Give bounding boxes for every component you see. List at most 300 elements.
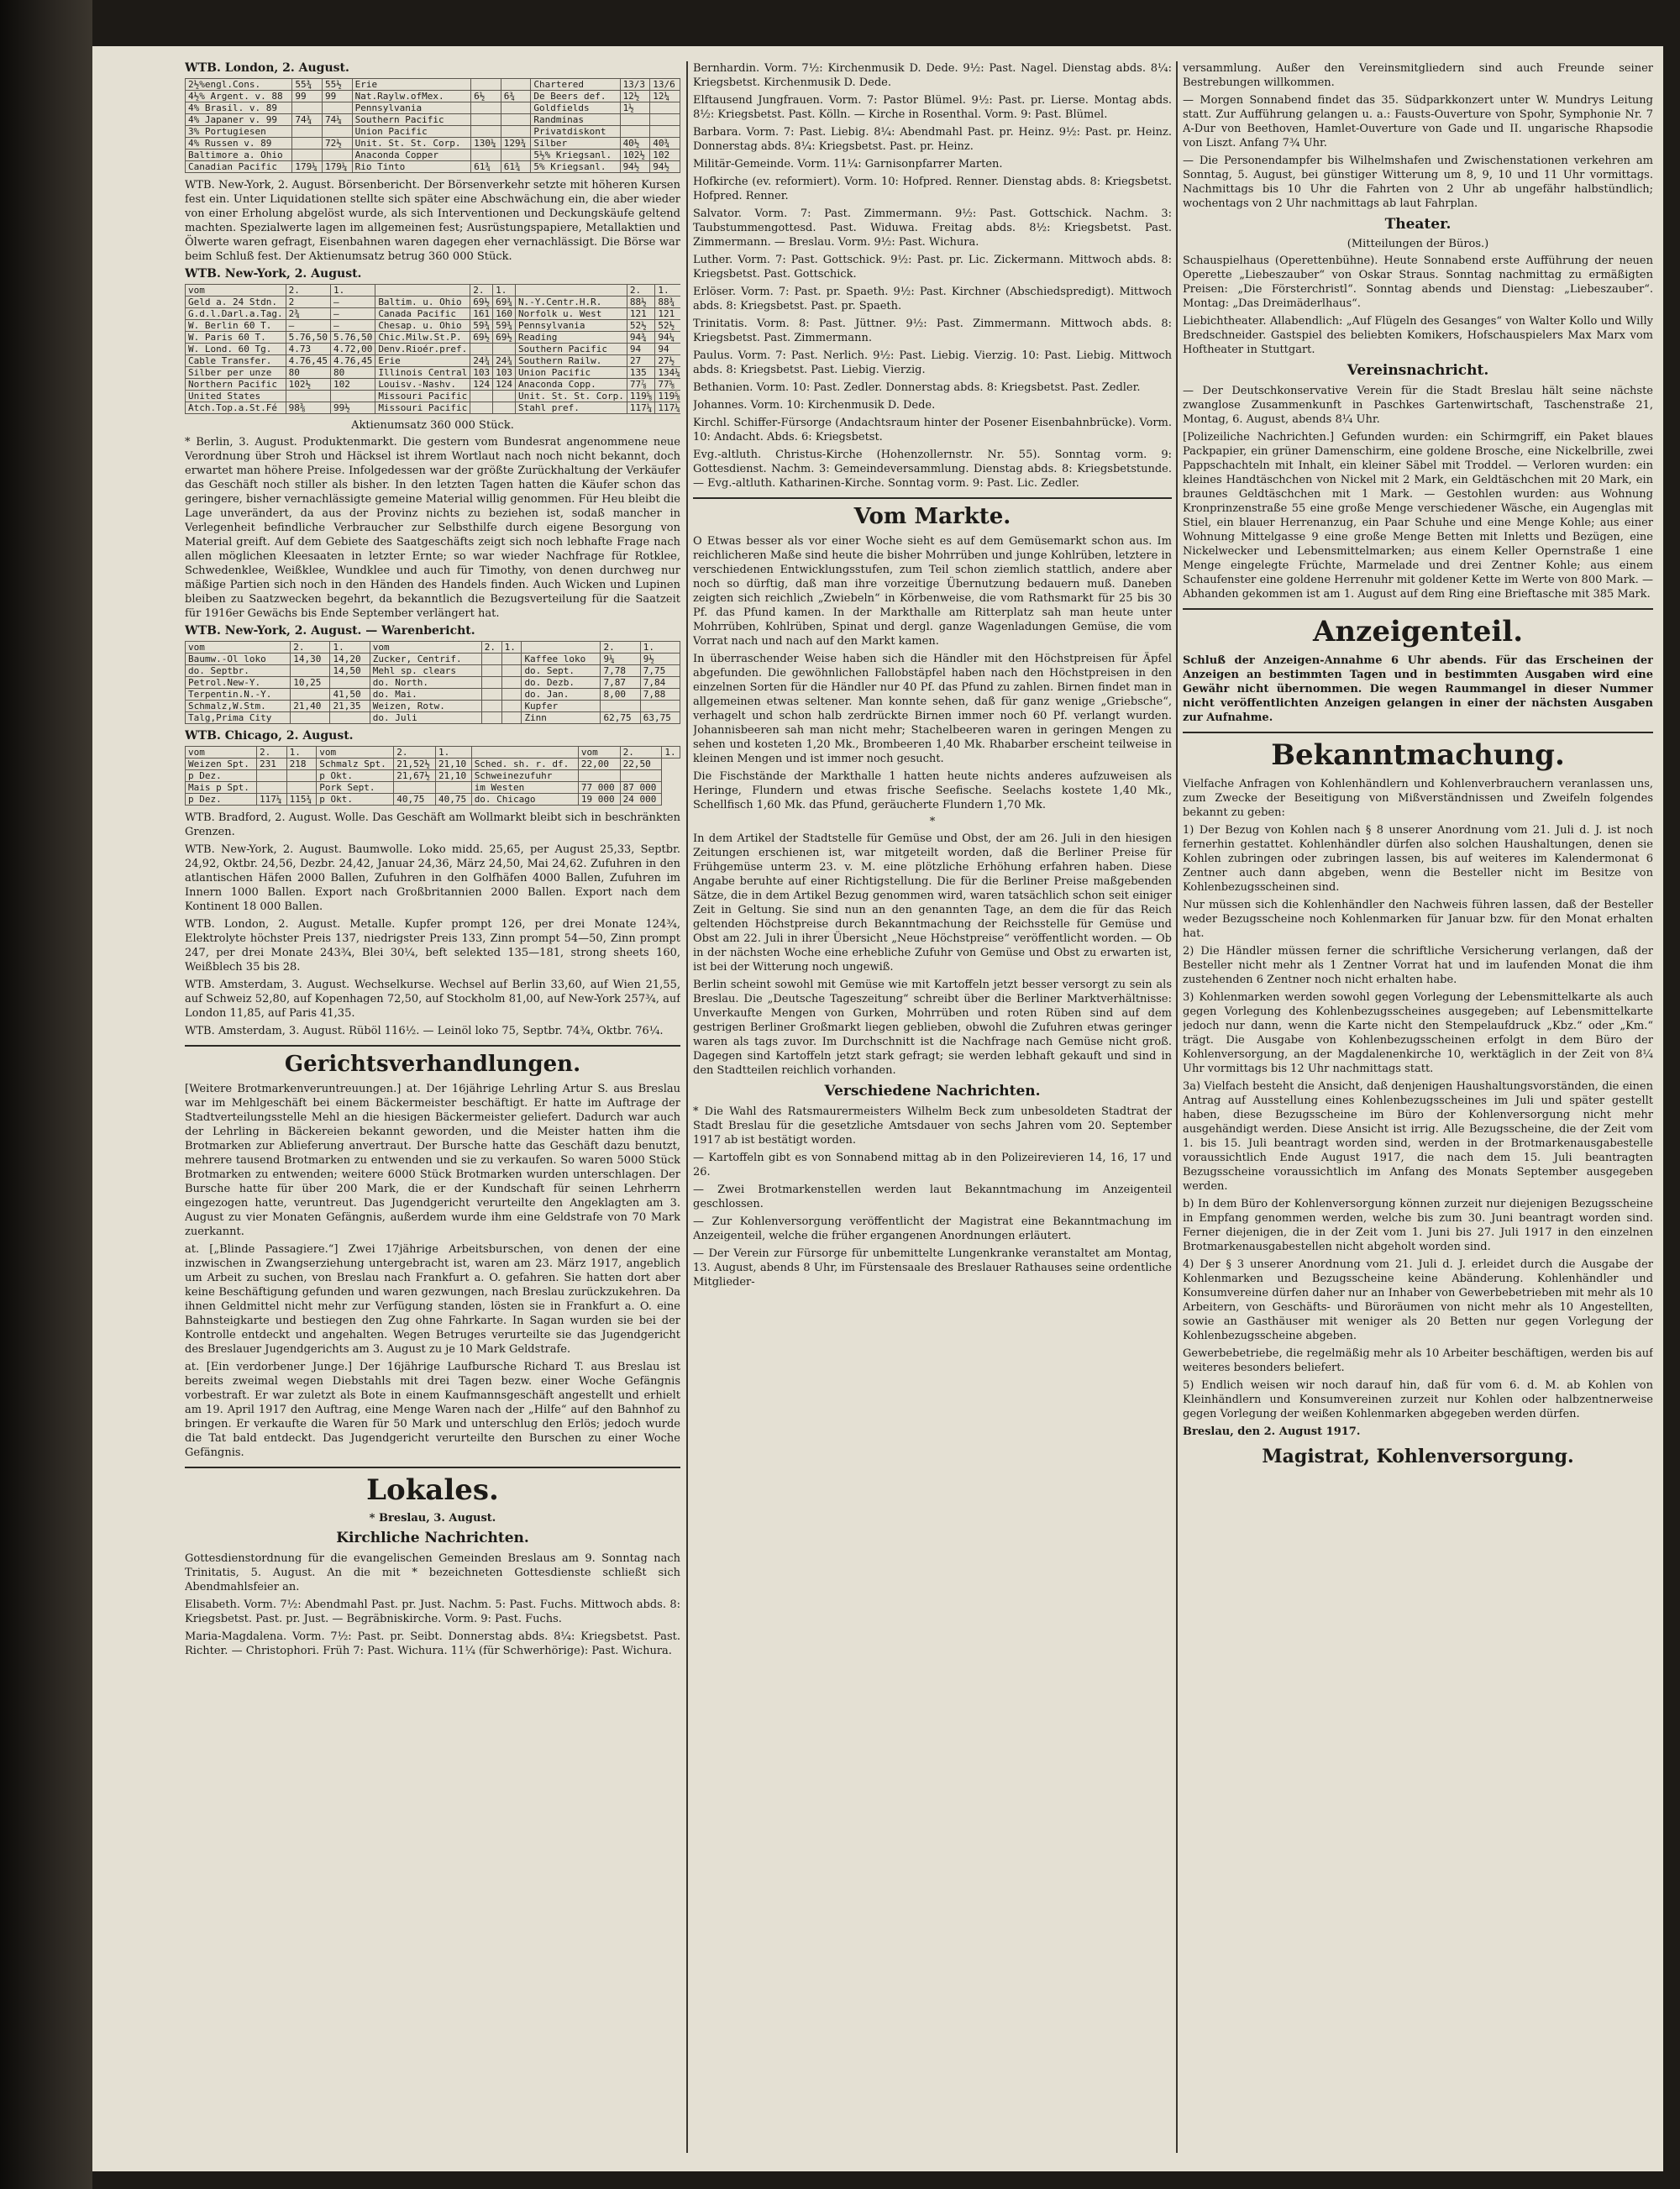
table-cell (501, 712, 522, 724)
table-cell: 102 (650, 150, 680, 161)
table-cell: 5% Kriegsanl. (531, 161, 620, 173)
table-cell: Kaffee loko (522, 654, 601, 665)
table-cell: Union Pacific (516, 367, 627, 379)
table-cell (375, 285, 470, 297)
table-row (186, 402, 681, 414)
kirchl-cont-items (693, 61, 1172, 491)
table-cell: 7,84 (640, 677, 680, 689)
anzeigen-title: Anzeigenteil. (1183, 608, 1653, 648)
table-cell: Anaconda Copp. (516, 379, 627, 391)
table-cell: 102½ (286, 379, 330, 391)
table-cell (578, 770, 620, 782)
table-cell: United States (186, 391, 286, 402)
table-cell: Louisv.-Nashv. (375, 379, 470, 391)
table-cell (501, 701, 522, 712)
table-cell: 4.73 (286, 344, 330, 355)
table-cell: Zucker, Centrif. (370, 654, 481, 665)
table-cell: do. Dezb. (522, 677, 601, 689)
table-cell: 2. (620, 747, 662, 759)
table-cell: Chesap. u. Ohio (375, 320, 470, 332)
table-cell: 74¾ (292, 114, 323, 126)
table-cell: 121 (655, 308, 680, 320)
table-cell (330, 712, 370, 724)
table-cell: Silber (531, 138, 620, 150)
col3-top-items (1183, 61, 1653, 211)
table-cell: Reading (516, 332, 627, 344)
market-article: In überraschender Weise haben sich die Händler mit den Höchstpreisen für Äpfel abgefunden. Die gewöhnlichen Fallobstäpfel haben nach den Höchstpreisen in den einzelnen Sorten für die Händler nur 40 Pf. das Pfund zu zahlen. Birnen findet man in allgemeinen etwas seltener. Man konnte sehen, daß für ganz wenige „Griebsche“, verhagelt und schon halb zerdrückte Birnen immer noch 60 Pf. verlangt wurden. Johannisbeeren sah man nicht mehr; Stachelbeeren waren in geringen Mengen zu sehen und kosteten 1,20 Mk., Brombeeren 1,40 Mk. Rhabarber erscheint teilweise in kleinen Mengen und ist immer noch gesucht. (693, 653, 1172, 765)
table-cell: Southern Railw. (516, 355, 627, 367)
table-cell: 62,75 (601, 712, 640, 724)
wolle-items (185, 811, 680, 1038)
market-article: O Etwas besser als vor einer Woche sieht es auf dem Gemüsemarkt schon aus. Im reichlicheren Maße sind heute die bisher Mohrrüben und junge Kohlrüben, letztere in verschiedenen Entwicklungsstufen, zum Teil schon ziemlich stattlich, andere aber noch so dürftig, daß man ihre vorzeitige Übernutzung bedauern muß. Daneben zeigten sich reichlich „Zwiebeln“ in Körbenweise, die vom Rathsmarkt für 25 bis 30 Pf. das Pfund kamen. In der Markthalle am Ritterplatz sah man heute unter Mohrrüben, Kohlrüben, Spinat und dergl. ganze Wagenladungen Gemüse, die vom Vorrat nach und nach auf den Markt kamen. (693, 535, 1172, 648)
polizei-report: [Polizeiliche Nachrichten.] Gefunden wurden: ein Schirmgriff, ein Paket blaues Packpapier, ein grüner Damenschirm, eine goldene Brosche, eine Nickelbrille, zwei Pappschachteln mit Inhalt, ein kleiner Säbel mit Troddel. — Verloren wurden: ein kleines Handtäschchen von Nickel mit 2 Mark, ein Geldtäschchen mit 20 Mark, ein braunes Geldtäschchen mit 1 Mark. — Gestohlen wurden: aus Wohnung Kronprinzenstraße 55 eine große Menge verschiedener Wäsche, ein Augenglas mit Stiel, ein blauer Herrenanzug, ein Paar Schuhe und eine Menge Kohle; aus einer Wohnung Mittelgasse 9 eine große Menge Betten mit Inletts und Bezügen, eine Nickelwecker und Lebensmittelmarken; aus einem Keller Opernstraße 1 eine Menge eingelegte Früchte, Marmelade und drei Zentner Kohle; aus einem Schaufenster eine goldene Herrenuhr mit goldener Kette im Werte von 800 Mark. — Abhanden gekommen ist am 1. August auf dem Ring eine Brieftasche mit 385 Mark. (1183, 431, 1653, 601)
news-item: * Die Wahl des Ratsmaurermeisters Wilhelm Beck zum unbesoldeten Stadtrat der Stadt Breslau für die gesetzliche Amtsdauer von sechs Jahren vom 20. September 1917 ab ist bestätigt worden. (693, 1105, 1172, 1147)
table-cell: Baltim. u. Ohio (375, 297, 470, 308)
table-cell: 9½ (640, 654, 680, 665)
markt-items (693, 534, 1172, 812)
table-row (186, 150, 680, 161)
ny-market-table (185, 284, 680, 414)
table-cell: 4.76,45 (330, 355, 375, 367)
table-cell (501, 665, 522, 677)
table-cell: Canadian Pacific (186, 161, 292, 173)
table-row (186, 654, 680, 665)
church-notice: Luther. Vorm. 7: Past. Gottschick. 9½: Past. pr. Lic. Zickermann. Mittwoch abds. 8: Kriegsbetst. Past. Gottschick. (693, 254, 1172, 281)
table-cell (501, 654, 522, 665)
verein-title: Vereinsnachricht. (1347, 362, 1489, 379)
church-notice: Paulus. Vorm. 7: Past. Nerlich. 9½: Past. Liebig. Vierzig. 10: Past. Liebig. Mittwoch abds. 8: Kriegsbetst. Past. Liebig. Vierzig. (693, 349, 1172, 376)
table-cell: Atch.Top.a.St.Fé (186, 402, 286, 414)
table-cell: im Westen (471, 782, 578, 794)
table-cell: 160 (493, 308, 516, 320)
table-cell: Missouri Pacific (375, 402, 470, 414)
theater-title: Theater. (1384, 216, 1452, 233)
table-cell (471, 114, 501, 126)
church-notice: Elftausend Jungfrauen. Vorm. 7: Pastor Blümel. 9½: Past. pr. Lierse. Montag abds. 8½: Kriegsbetst. Past. Kölln. — Kirche in Rosenthal. Vorm. 9: Past. Blümel. (693, 94, 1172, 121)
table-cell: 2. (481, 642, 501, 654)
table-cell: Randminas (531, 114, 620, 126)
bekannt-items (1183, 823, 1653, 1421)
table-cell: 99 (292, 91, 323, 102)
table-cell (516, 285, 627, 297)
chicago-table (185, 746, 680, 806)
table-cell: Baumw.-Ol loko (186, 654, 291, 665)
table-cell (291, 712, 330, 724)
table-cell: 2. (627, 285, 655, 297)
news-item: — Morgen Sonnabend findet das 35. Südparkkonzert unter W. Mundrys Leitung statt. Zur Aufführung gelangen u. a.: Fausts-Ouverture von Spohr, Symphonie Nr. 7 A-Dur von Beethoven, Hamlet-Ouverture von Gade und II. ungarische Rhapsodie von Liszt. Anfang 7¾ Uhr. (1183, 94, 1653, 150)
table-cell: Southern Pacific (352, 114, 470, 126)
table-cell: 61¾ (501, 161, 531, 173)
table-cell: 1. (640, 642, 680, 654)
table-row (186, 689, 680, 701)
table-cell: 129¾ (501, 138, 531, 150)
table-cell: 5.76,50 (286, 332, 330, 344)
table-cell: 2 (286, 297, 330, 308)
club-notice: — Der Deutschkonservative Verein für die Stadt Breslau hält seine nächste zwanglose Zusammenkunft in Paschkes Gartenwirtschaft, Taschenstraße 21, Montag, 6. August, abends 8¼ Uhr. (1183, 385, 1653, 426)
table-cell (322, 126, 352, 138)
table-cell: 21,10 (436, 759, 472, 770)
church-notice: Barbara. Vorm. 7: Past. Liebig. 8¼: Abendmahl Past. pr. Heinz. 9½: Past. pr. Heinz. Donnerstag abds. 8¼: Kriegsbetst. Past. pr. Heinz. (693, 126, 1172, 153)
table-cell: vom (186, 747, 257, 759)
table-cell (522, 642, 601, 654)
table-cell: 4% Brasil. v. 89 (186, 102, 292, 114)
table-cell: Petrol.New-Y. (186, 677, 291, 689)
table-cell: 6¾ (501, 91, 531, 102)
table-cell: vom (186, 642, 291, 654)
table-row (186, 320, 681, 332)
table-cell: 21,10 (436, 770, 472, 782)
table-cell (292, 150, 323, 161)
table-cell: Geld a. 24 Stdn. (186, 297, 286, 308)
church-notice: Elisabeth. Vorm. 7½: Abendmahl Past. pr. Just. Nachm. 5: Past. Fuchs. Mittwoch abds. 8: Kriegsbetst. Past. pr. Just. — Begräbniskirche. Vorm. 9: Past. Fuchs. (185, 1598, 680, 1625)
table-cell: Silber per unze (186, 367, 286, 379)
table-cell: 94¾ (627, 332, 655, 344)
table-cell: 24¾ (493, 355, 516, 367)
table-cell: Pennsylvania (516, 320, 627, 332)
table-cell (322, 150, 352, 161)
table-cell: 69½ (470, 332, 493, 344)
table-row (186, 794, 680, 806)
table-cell: W. Paris 60 T. (186, 332, 286, 344)
section-star: * (929, 816, 936, 828)
table-cell: vom (578, 747, 620, 759)
column-3 (1183, 61, 1653, 2153)
table-cell: p Dez. (186, 794, 257, 806)
table-cell (256, 770, 286, 782)
table-cell: Chic.Milw.St.P. (375, 332, 470, 344)
table-cell: Unit. St. St. Corp. (516, 391, 627, 402)
table-cell: vom (186, 285, 286, 297)
table-cell (493, 344, 516, 355)
table-cell: 103 (470, 367, 493, 379)
table-cell: 19 000 (578, 794, 620, 806)
table-cell (436, 782, 472, 794)
table-cell: 119⅝ (655, 391, 680, 402)
markt-title: Vom Markte. (693, 497, 1172, 529)
london-dateline: WTB. London, 2. August. (185, 61, 349, 75)
lokales-dateline: * Breslau, 3. August. (369, 1512, 496, 1525)
table-row (186, 285, 681, 297)
table-cell: 1. (501, 642, 522, 654)
table-cell: 40½ (620, 138, 650, 150)
table-cell: 7,75 (640, 665, 680, 677)
table-cell: do. Juli (370, 712, 481, 724)
court-report: at. [Ein verdorbener Junge.] Der 16jährige Laufbursche Richard T. aus Breslau ist bereits zweimal wegen Diebstahls mit drei Tagen bezw. einer Woche Gefängnis vorbestraft. Er war zuletzt als Bote in einem Kaufmannsgeschäft angestellt und erhielt am 19. April 1917 den Auftrag, eine Menge Waren nach der „Hilfe“ auf den Bahnhof zu bringen. Er verkaufte die Waren für 50 Mark und unterschlug den Erlös; jedoch wurde die Tat bald entdeckt. Das Jugendgericht verurteilte den Burschen zu einer Woche Gefängnis. (185, 1361, 680, 1459)
table-row (186, 297, 681, 308)
table-cell: 94 (655, 344, 680, 355)
court-report: [Weitere Brotmarkenveruntreuungen.] at. Der 16jährige Lehrling Artur S. aus Breslau war im Mehlgeschäft bei einem Bäckermeister beschäftigt. Er hatte im Auftrage der Stadtverteilungsstelle Mehl an die hiesigen Bäckermeister geliefert. Dadurch war auch der Lehrling in Bäckereien bekannt geworden, und die Meister hatten ihm die Brotmarken zur Ablieferung anvertraut. Der Bursche hatte das Geschäft dazu benutzt, mehrere tausend Brotmarken zu entwenden und sie zu verkaufen. So waren 5000 Stück Brotmarken zu entwenden; weitere 6000 Stück Brotmarken wurden unterschlagen. Der Bursche hatte für über 200 Mark, die er der Kundschaft für seinen Lehrherrn eingezogen hatte, veruntreut. Das Jugendgericht verurteilte den Angeklagten am 3. August zu vier Monaten Gefängnis, außerdem wurde ihm eine Geldstrafe von 70 Mark zuerkannt. (185, 1083, 680, 1238)
table-cell: 135 (627, 367, 655, 379)
table-cell: vom (370, 642, 481, 654)
table-cell: 74¼ (322, 114, 352, 126)
table-row (186, 308, 681, 320)
table-cell: Talg,Prima City (186, 712, 291, 724)
chicago-dateline: WTB. Chicago, 2. August. (185, 729, 354, 743)
table-cell: 2½%engl.Cons. (186, 79, 292, 91)
anzeigen-note: Schluß der Anzeigen-Annahme 6 Uhr abends. Für das Erscheinen der Anzeigen an bestimmten Tagen und in bestimmten Ausgaben wird eine Gewähr nicht übernommen. Die wegen Raummangel in dieser Nummer nicht veröffentlichten Anzeigen gelangen in einer der nächsten Ausgaben zur Aufnahme. (1183, 654, 1653, 724)
table-cell: 134¼ (655, 367, 680, 379)
table-cell: 59¾ (493, 320, 516, 332)
table-cell: Kupfer (522, 701, 601, 712)
table-cell: Sched. sh. r. df. (471, 759, 578, 770)
theater-notice: Schauspielhaus (Operettenbühne). Heute Sonnabend erste Aufführung der neuen Operette „Liebeszauber“ von Oskar Straus. Sonntag nachmittag zu ermäßigten Preisen: „Die Försterchristl“. Sonntag abends und Dienstag: „Liebeszauber“. Montag: „Das Dreimäderlhaus“. (1183, 255, 1653, 310)
waren-table (185, 641, 680, 724)
table-cell: — (330, 308, 375, 320)
table-cell: 1½ (620, 102, 650, 114)
table-cell: Privatdiskont (531, 126, 620, 138)
table-cell (501, 102, 531, 114)
table-cell: 94½ (620, 161, 650, 173)
table-cell (481, 677, 501, 689)
table-cell (640, 701, 680, 712)
table-cell: 1. (286, 747, 317, 759)
table-cell: 22,50 (620, 759, 662, 770)
table-cell (501, 114, 531, 126)
table-cell: 40,75 (436, 794, 472, 806)
table-cell: W. Berlin 60 T. (186, 320, 286, 332)
table-cell (471, 747, 578, 759)
book-binding-edge (0, 0, 92, 2189)
table-cell (470, 402, 493, 414)
table-cell: 2. (601, 642, 640, 654)
table-cell: 55¾ (292, 79, 323, 91)
market-article: Berlin scheint sowohl mit Gemüse wie mit Kartoffeln jetzt besser versorgt zu sein als Breslau. Die „Deutsche Tageszeitung“ schreibt über die Berliner Marktverhältnisse: Unverkaufte Mengen von Gurken, Mohrrüben und roten Rüben sind auf dem gestrigen Berliner Großmarkt liegen geblieben, obwohl die Zufuhren etwas geringer waren als tags zuvor. Im Durchschnitt ist die Nachfrage nach Gemüse nicht groß. Dagegen sind Kartoffeln jetzt stark gefragt; sie werden lebhaft gekauft und sind in den Stadtteilen reichlich vorhanden. (693, 979, 1172, 1077)
table-cell: 161 (470, 308, 493, 320)
church-notice: Hofkirche (ev. reformiert). Vorm. 10: Hofpred. Renner. Dienstag abds. 8: Kriegsbetst. Hofpred. Renner. (693, 176, 1172, 202)
table-cell (481, 654, 501, 665)
table-row (186, 747, 680, 759)
table-cell: 24¾ (470, 355, 493, 367)
table-row (186, 344, 681, 355)
court-report: at. [„Blinde Passagiere.“] Zwei 17jährige Arbeitsburschen, von denen der eine inzwischen in Zwangserziehung untergebracht ist, waren am 23. März 1917, angeblich um Arbeit zu suchen, von Breslau nach Frankfurt a. O. gefahren. Sie hatten dort aber keine Beschäftigung gefunden und waren gezwungen, nach Breslau zurückzukehren. Da ihnen Geldmittel nicht mehr zur Verfügung standen, lösten sie in Frankfurt a. O. eine Bahnsteigkarte und bestiegen den Zug ohne Fahrkarte. In Sagan wurden sie bei der Kontrolle entdeckt und angehalten. Wegen Betruges verurteilte sie das Jugendgericht des Breslauer Jugendgerichts am 3. August zu je 10 Mark Geldstrafe. (185, 1243, 680, 1356)
table-cell: 21,52½ (394, 759, 436, 770)
table-cell (493, 402, 516, 414)
newspaper-page (92, 46, 1663, 2171)
table-cell: 80 (330, 367, 375, 379)
news-item: versammlung. Außer den Vereinsmitgliedern sind auch Freunde seiner Bestrebungen willkommen. (1183, 62, 1653, 89)
ny-boerse-report: WTB. New-York, 2. August. Börsenbericht. Der Börsenverkehr setzte mit höheren Kursen fest ein. Unter Liquidationen stellte sich später eine Abschwächung ein, die aber wieder von einer Erholung abgelöst wurde, als sich Interventionen und Deckungskäufe geltend machten. Spezialwerte lagen im allgemeinen fest; Ausrüstungspapiere, Metallaktien und Ölwerte waren gefragt, Eisenbahnen waren dagegen eher vernachlässigt. Die Börse war beim Schluß fest. Der Aktienumsatz betrug 360 000 Stück. (185, 179, 680, 263)
table-cell: 12¼ (650, 91, 680, 102)
announcement-item: 1) Der Bezug von Kohlen nach § 8 unserer Anordnung vom 21. Juli d. J. ist noch fernerhin gestattet. Kohlenhändler dürfen also solchen Haushaltungen, denen sie Kohlen zubringen oder zubringen lassen, bis auf weiteres im Kalendermonat 6 Zentner auch dann abgeben, wenn die Besteller nicht im Besitze von Kohlenbezugsscheinen sind. (1183, 824, 1653, 894)
table-cell: 130¼ (471, 138, 501, 150)
news-item: — Die Personendampfer bis Wilhelmshafen und Zwischenstationen verkehren am Sonntag, 5. August, bei günstiger Witterung um 8, 9, 10 und 11 Uhr vormittags. Nachmittags bis 10 Uhr die Fahrten von 2 Uhr ab ungefähr halbstündlich; wochentags von 2 Uhr nachmittags ab laut Fahrplan. (1183, 155, 1653, 210)
table-cell: De Beers def. (531, 91, 620, 102)
table-cell (286, 391, 330, 402)
table-cell: 124 (493, 379, 516, 391)
table-cell: vom (317, 747, 394, 759)
table-cell (322, 102, 352, 114)
table-cell: 69½ (470, 297, 493, 308)
table-cell: 88¾ (655, 297, 680, 308)
table-cell: 12½ (620, 91, 650, 102)
versch-title: Verschiedene Nachrichten. (824, 1083, 1041, 1100)
bekannt-signature: Magistrat, Kohlenversorgung. (1262, 1446, 1574, 1467)
table-cell: 14,20 (330, 654, 370, 665)
table-row (186, 367, 681, 379)
church-notice: Salvator. Vorm. 7: Past. Zimmermann. 9½: Past. Gottschick. Nachm. 3: Taubstummengottesd. Past. Widuwa. Freitag abds. 8½: Kriegsbetst. Past. Zimmermann. — Breslau. Vorm. 9½: Past. Wichura. (693, 207, 1172, 249)
table-cell: 40¾ (650, 138, 680, 150)
table-cell (481, 701, 501, 712)
table-cell: 69½ (493, 332, 516, 344)
announcement-item: 5) Endlich weisen wir noch darauf hin, daß für vom 6. d. M. ab Kohlen von Kleinhändlern und Konsumvereinen zurzeit nur Kohlen oder halbzentnerweise gegen Vorlegung der weißen Kohlenmarken abgegeben werden dürfen. (1183, 1379, 1653, 1420)
column-rule-2 (1176, 61, 1178, 2153)
table-cell: 99½ (330, 402, 375, 414)
table-cell: Missouri Pacific (375, 391, 470, 402)
table-cell (601, 701, 640, 712)
column-rule-1 (686, 61, 688, 2153)
table-cell: 13/6 (650, 79, 680, 91)
table-cell: do. Septbr. (186, 665, 291, 677)
news-item: — Kartoffeln gibt es von Sonnabend mittag ab in den Polizeirevieren 14, 16, 17 und 26. (693, 1152, 1172, 1178)
announcement-item: 3) Kohlenmarken werden sowohl gegen Vorlegung der Lebensmittelkarte als auch gegen Vorlegung des Kohlenbezugsscheines ausgegeben; auf Lebensmittelkarte jedoch nur dann, wenn die Karte nicht den Stempelaufdruck „Kbz.“ oder „Km.“ trägt. Die Ausgabe von Kohlenbezugsscheinen erfolgt in dem Büro der Kohlenversorgung, an der Magdalenenkirche 10, werktäglich in der Zeit von 8¼ Uhr vormittags bis 12 Uhr nachmittags statt. (1183, 991, 1653, 1075)
table-cell: 94¼ (655, 332, 680, 344)
table-cell: Schmalz,W.Stm. (186, 701, 291, 712)
table-cell: 87 000 (620, 782, 662, 794)
table-cell: 2¾ (286, 308, 330, 320)
table-cell: 102½ (620, 150, 650, 161)
table-cell: Southern Pacific (516, 344, 627, 355)
table-cell: Weizen, Rotw. (370, 701, 481, 712)
table-cell: Weizen Spt. (186, 759, 257, 770)
table-row (186, 677, 680, 689)
table-cell (330, 391, 375, 402)
table-cell: 22,00 (578, 759, 620, 770)
waren-dateline: WTB. New-York, 2. August. — Warenbericht. (185, 624, 475, 638)
table-cell: Schmalz Spt. (317, 759, 394, 770)
church-notice: Johannes. Vorm. 10: Kirchenmusik D. Dede. (693, 399, 936, 412)
table-cell: Schweinezufuhr (471, 770, 578, 782)
church-notice: Bethanien. Vorm. 10: Past. Zedler. Donnerstag abds. 8: Kriegsbetst. Past. Zedler. (693, 381, 1141, 394)
table-cell: 102 (330, 379, 375, 391)
table-cell: 21,40 (291, 701, 330, 712)
table-cell: 55½ (322, 79, 352, 91)
announcement-item: b) In dem Büro der Kohlenversorgung können zurzeit nur diejenigen Bezugsscheine in Empfang genommen werden, welche bis zum 30. Juni beantragt worden sind. Ferner diejenigen, die in der Zeit vom 1. Juni bis 27. Juli 1917 in den einzelnen Brotmarkenausgabestellen nicht abgeholt worden sind. (1183, 1198, 1653, 1253)
table-cell (291, 665, 330, 677)
table-cell: 72½ (322, 138, 352, 150)
table-cell: 21,35 (330, 701, 370, 712)
table-cell (620, 770, 662, 782)
table-row (186, 642, 680, 654)
table-cell: Erie (375, 355, 470, 367)
table-cell: Mehl sp. clears (370, 665, 481, 677)
table-cell: 124 (470, 379, 493, 391)
gericht-items (185, 1082, 680, 1460)
table-row (186, 114, 680, 126)
table-cell (481, 665, 501, 677)
kirchl-items (185, 1551, 680, 1658)
news-item: — Zur Kohlenversorgung veröffentlicht der Magistrat eine Bekanntmachung im Anzeigenteil, welche die früher ergangenen Anordnungen erläutert. (693, 1215, 1172, 1242)
table-row (186, 770, 680, 782)
table-cell (256, 782, 286, 794)
table-cell (471, 126, 501, 138)
table-cell: Canada Pacific (375, 308, 470, 320)
table-cell: 8,00 (601, 689, 640, 701)
table-cell: 59¾ (470, 320, 493, 332)
table-row (186, 138, 680, 150)
table-cell: Anaconda Copper (352, 150, 470, 161)
table-cell (501, 150, 531, 161)
table-cell: p Dez. (186, 770, 257, 782)
table-cell: 5½% Kriegsanl. (531, 150, 620, 161)
table-row (186, 79, 680, 91)
table-cell: — (286, 320, 330, 332)
table-cell: do. Mai. (370, 689, 481, 701)
table-cell: Erie (352, 79, 470, 91)
column-2 (693, 61, 1172, 2153)
table-cell: do. North. (370, 677, 481, 689)
table-cell: Goldfields (531, 102, 620, 114)
table-cell: 99 (322, 91, 352, 102)
table-cell (501, 79, 531, 91)
table-cell: 52½ (627, 320, 655, 332)
table-cell: 98⅜ (286, 402, 330, 414)
table-cell: 14,30 (291, 654, 330, 665)
ny-umsatz: Aktienumsatz 360 000 Stück. (351, 419, 514, 432)
announcement-item: Nur müssen sich die Kohlenhändler den Nachweis führen lassen, daß der Besteller weder Bezugsscheine noch Kohlenmarken für Januar bzw. für den Monat erhalten hat. (1183, 899, 1653, 940)
bekannt-intro: Vielfache Anfragen von Kohlenhändlern und Kohlenverbrauchern veranlassen uns, zum Zwecke der Beseitigung von Mißverständnissen und Zweifeln folgendes bekannt zu geben: (1183, 778, 1653, 819)
table-cell (650, 114, 680, 126)
table-cell: Stahl pref. (516, 402, 627, 414)
table-row (186, 665, 680, 677)
table-cell (481, 689, 501, 701)
table-cell (470, 344, 493, 355)
table-cell: Mais p Spt. (186, 782, 257, 794)
table-cell (501, 126, 531, 138)
market-report: WTB. Amsterdam, 3. August. Rüböl 116½. — Leinöl loko 75, Septbr. 74¾, Oktbr. 76¼. (185, 1025, 664, 1037)
table-cell (493, 391, 516, 402)
bekannt-dateline: Breslau, den 2. August 1917. (1183, 1425, 1361, 1438)
table-cell: 40,75 (394, 794, 436, 806)
market-article: In dem Artikel der Stadtstelle für Gemüse und Obst, der am 26. Juli in den hiesigen Zeitungen erschienen ist, war mitgeteilt worden, daß die Berliner Preise für Frühgemüse unterm 23. v. M. eine plötzliche Erhöhung erfahren haben. Diese Angabe beruhte auf einer Richtigstellung. Die für die Berliner Preise maßgebenden Sätze, die in dem Artikel Bezug genommen wird, waren tatsächlich schon seit einiger Zeit in Geltung. Sie sind nun an den genannten Tage, an dem die für das Reich geltenden Höchstpreise durch Bekanntmachung der Reichsstelle für Gemüse und Obst am 22. Juli in ihrer Übersicht „Neue Höchstpreise“ veröffentlicht worden. — Ob in der nächsten Woche eine erhebliche Zufuhr von Gemüse und Obst zu erwarten ist, ist bei der Witterung noch ungewiß. (693, 832, 1172, 974)
table-cell: 80 (286, 367, 330, 379)
table-cell: 9¼ (601, 654, 640, 665)
church-notice: Kirchl. Schiffer-Fürsorge (Andachtsraum hinter der Posener Eisenbahnbrücke). Vorm. 10: Andacht. Abds. 6: Kriegsbetst. (693, 417, 1172, 444)
table-cell (620, 114, 650, 126)
table-cell: Chartered (531, 79, 620, 91)
table-row (186, 355, 681, 367)
news-item: — Zwei Brotmarkenstellen werden laut Bekanntmachung im Anzeigenteil geschlossen. (693, 1184, 1172, 1210)
theater-items (1183, 254, 1653, 357)
london-market-table (185, 78, 680, 173)
column-1 (185, 61, 680, 2153)
table-cell: Illinois Central (375, 367, 470, 379)
table-cell: G.d.l.Darl.a.Tag. (186, 308, 286, 320)
theater-notice: Liebichtheater. Allabendlich: „Auf Flügeln des Gesanges“ von Walter Kollo und Willy Bredschneider. Gastspiel des beliebten Komikers, Hofschauspielers Max Marx vom Hoftheater in Stuttgart. (1183, 315, 1653, 356)
bekannt-title: Bekanntmachung. (1183, 732, 1653, 772)
table-cell: 1. (330, 642, 370, 654)
table-cell: Union Pacific (352, 126, 470, 138)
table-cell: 27½ (655, 355, 680, 367)
church-notice: Evg.-altluth. Christus-Kirche (Hohenzollernstr. Nr. 55). Sonntag vorm. 9: Gottesdienst. Nachm. 3: Gemeindeversammlung. Dienstag abds. 8: Kriegsbetstunde. — Evg.-altluth. Katharinen-Kirche. Sonntag vorm. 9: Past. Lic. Zedler. (693, 449, 1172, 490)
table-cell: 4½% Argent. v. 88 (186, 91, 292, 102)
market-report: WTB. Amsterdam, 3. August. Wechselkurse. Wechsel auf Berlin 33,60, auf Wien 21,55, auf Schweiz 52,80, auf Kopenhagen 72,50, auf Stockholm 81,00, auf New-York 257¾, auf London 11,85, auf Paris 41,35. (185, 979, 680, 1020)
announcement-item: Gewerbebetriebe, die regelmäßig mehr als 10 Arbeiter beschäftigen, werden bis auf weiteres besonders beliefert. (1183, 1347, 1653, 1374)
table-cell: 10,25 (291, 677, 330, 689)
table-row (186, 379, 681, 391)
table-cell: 94 (627, 344, 655, 355)
market-report: WTB. London, 2. August. Metalle. Kupfer prompt 126, per drei Monate 124¾, Elektrolyte höchster Preis 137, niedrigster Preis 133, Zinn prompt 54—50, Zinn prompt 247, per drei Monate 243¾, Blei 30¼, beft selekted 135—181, strong sheets 160, Weißblech 35 bis 28. (185, 918, 680, 974)
table-row (186, 782, 680, 794)
table-cell: — (330, 297, 375, 308)
verein-items (1183, 384, 1653, 427)
table-cell: 3% Portugiesen (186, 126, 292, 138)
table-cell: 88½ (627, 297, 655, 308)
gericht-title: Gerichtsverhandlungen. (185, 1045, 680, 1077)
market-article: Die Fischstände der Markthalle 1 hatten heute nichts anderes aufzuweisen als Heringe, Flundern und etwas frische Seefische. Seelachs kostete 1,40 Mk., Schellfisch 1,60 Mk. das Pfund, geräucherte Flundern 1,70 Mk. (693, 770, 1172, 811)
table-cell (650, 126, 680, 138)
church-notice: Bernhardin. Vorm. 7½: Kirchenmusik D. Dede. 9½: Past. Nagel. Dienstag abds. 8¼: Kriegsbetst. Kirchenmusik D. Dede. (693, 62, 1172, 89)
table-cell: W. Lond. 60 Tg. (186, 344, 286, 355)
